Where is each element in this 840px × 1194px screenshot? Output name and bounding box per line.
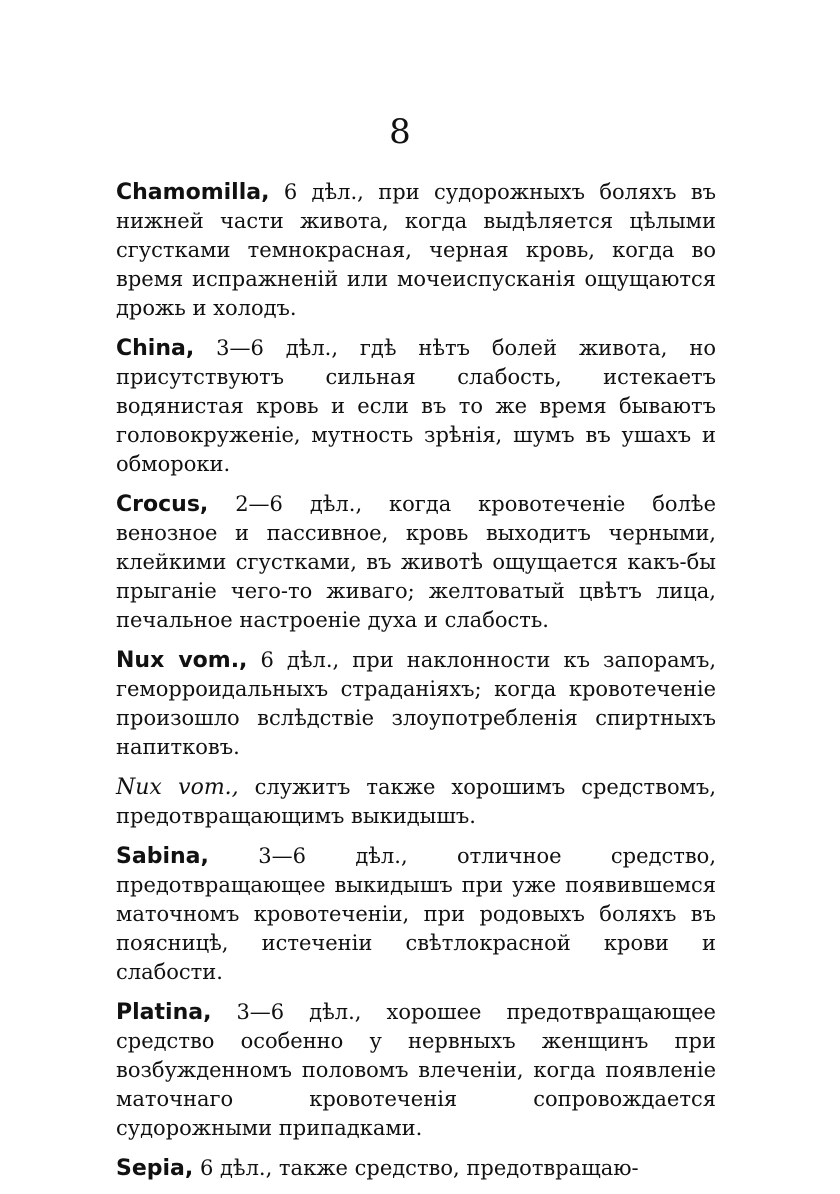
paragraph-text: 6 дѣл., при судорожныхъ боляхъ въ нижней части живота, когда выдѣляется цѣлыми сгустками темнокрасная, черная кровь, когда во время испражненій или мочеиспусканія ощущаются дрожь и холодъ. — [116, 180, 716, 320]
paragraph-sepia — [116, 1154, 716, 1183]
paragraph-nux-vomica-note — [116, 773, 716, 831]
remedy-name-platina: Platina, — [116, 1000, 212, 1025]
paragraph-text: 6 дѣл., при наклонности къ запорамъ, геморроидальныхъ страданіяхъ; когда кровотеченіе произошло вслѣдствіе злоупотребленія спиртныхъ напитковъ. — [116, 648, 716, 759]
paragraph-platina — [116, 998, 716, 1143]
paragraph-text: 3—6 дѣл., гдѣ нѣтъ болей живота, но присутствуютъ сильная слабость, истекаетъ водянистая кровь и если въ то же время бываютъ головокруженіе, мутность зрѣнія, шумъ въ ушахъ и обмороки. — [116, 336, 716, 476]
paragraph-chamomilla — [116, 178, 716, 323]
remedy-name-chamomilla: Chamomilla, — [116, 180, 270, 205]
remedy-name-nux-vomica-italic: Nux vom., — [116, 775, 239, 800]
remedy-name-crocus: Crocus, — [116, 492, 209, 517]
body-text — [116, 178, 716, 1194]
paragraph-text: служитъ также хорошимъ средствомъ, предотвращающимъ выкидышъ. — [116, 775, 716, 828]
remedy-name-sabina: Sabina, — [116, 844, 209, 869]
paragraph-sabina — [116, 842, 716, 987]
paragraph-text: 2—6 дѣл., когда кровотеченіе болѣе венозное и пассивное, кровь выходитъ черными, клейкими сгустками, въ животѣ ощущается какъ-бы прыганіе чего-то живаго; желтоватый цвѣтъ лица, печальное настроеніе духа и слабость. — [116, 492, 716, 632]
paragraph-crocus — [116, 490, 716, 635]
paragraph-nux-vomica — [116, 646, 716, 762]
paragraph-text: 6 дѣл., также средство, предотвращаю- — [193, 1156, 639, 1180]
remedy-name-nux-vomica: Nux vom., — [116, 648, 248, 673]
remedy-name-sepia: Sepia, — [116, 1156, 194, 1181]
paragraph-china — [116, 334, 716, 479]
paragraph-text: 3—6 дѣл., отличное средство, предотвращающее выкидышъ при уже появившемся маточномъ кровотеченіи, при родовыхъ боляхъ въ поясницѣ, истеченіи свѣтлокрасной крови и слабости. — [116, 844, 716, 984]
remedy-name-china: China, — [116, 336, 195, 361]
paragraph-text: 3—6 дѣл., хорошее предотвращающее средство особенно у нервныхъ женщинъ при возбужденномъ половомъ влеченіи, когда появленіе маточнаго кровотеченія сопровождается судорожными припадками. — [116, 1000, 716, 1140]
page-number: 8 — [389, 112, 411, 152]
